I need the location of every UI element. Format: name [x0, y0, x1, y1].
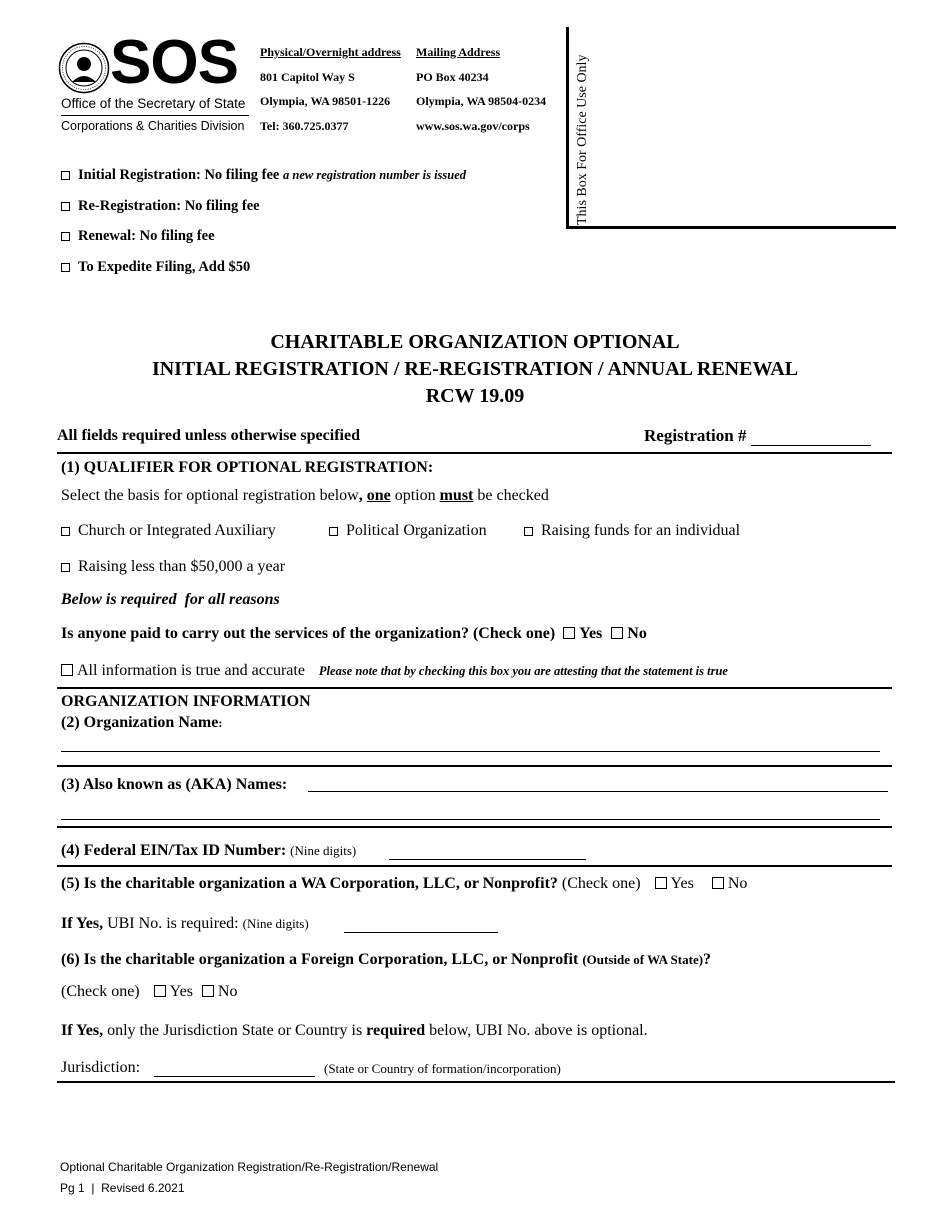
physical-address-heading: Physical/Overnight address: [260, 45, 401, 59]
footer-line1: Optional Charitable Organization Registration/Re-Registration/Renewal: [60, 1160, 439, 1174]
attest-checkbox[interactable]: [61, 664, 73, 676]
mailing-address-heading: Mailing Address: [416, 45, 501, 59]
jurisdiction-note: (State or Country of formation/incorporation): [324, 1061, 561, 1076]
paid-yes-checkbox[interactable]: [563, 627, 575, 639]
logo-letters: SOS: [110, 28, 238, 97]
org-info-heading: ORGANIZATION INFORMATION: [61, 693, 311, 710]
qualifier-church[interactable]: Church or Integrated Auxiliary: [61, 522, 276, 540]
mailing-box: PO Box 40234: [416, 70, 489, 84]
checkbox[interactable]: [329, 527, 338, 536]
state-seal-icon: [58, 42, 110, 94]
checkbox[interactable]: [61, 202, 70, 211]
checkbox[interactable]: [61, 563, 70, 572]
rule: [57, 826, 892, 828]
foreign-no-checkbox[interactable]: [202, 985, 214, 997]
attest-row[interactable]: All information is true and accurate Please note that by checking this box you are attesting that the statement is true: [61, 662, 728, 680]
section1-instructions: Select the basis for optional registration below, one option must be checked: [61, 487, 549, 504]
foreign-corp-question: (6) Is the charitable organization a Foreign Corporation, LLC, or Nonprofit (Outside of WA State)?: [61, 951, 712, 968]
section1-heading: (1) QUALIFIER FOR OPTIONAL REGISTRATION:: [61, 459, 434, 476]
form-title-line3: RCW 19.09: [425, 385, 525, 407]
physical-tel: Tel: 360.725.0377: [260, 119, 349, 133]
logo-line2: Corporations & Charities Division: [61, 119, 245, 133]
office-box-bottom-border: [566, 226, 896, 229]
wa-corp-no-checkbox[interactable]: [712, 877, 724, 889]
sos-logo: [58, 28, 258, 136]
foreign-note: If Yes, only the Jurisdiction State or Country is required below, UBI No. above is optional.: [61, 1022, 648, 1039]
rule: [57, 1081, 895, 1083]
paid-no-checkbox[interactable]: [611, 627, 623, 639]
checkbox[interactable]: [61, 527, 70, 536]
office-use-label: This Box For Office Use Only: [575, 54, 590, 225]
checkbox[interactable]: [61, 171, 70, 180]
checkbox[interactable]: [61, 232, 70, 241]
filing-option-initial[interactable]: Initial Registration: No filing fee a new registration number is issued: [61, 167, 466, 184]
rule: [57, 687, 892, 689]
office-box-left-border: [566, 27, 569, 228]
qualifier-individual[interactable]: Raising funds for an individual: [524, 522, 740, 540]
physical-city: Olympia, WA 98501-1226: [260, 94, 391, 108]
required-note: All fields required unless otherwise specified: [57, 427, 360, 444]
foreign-yes-checkbox[interactable]: [154, 985, 166, 997]
org-name-label: (2) Organization Name:: [61, 714, 223, 731]
jurisdiction-field[interactable]: [154, 1076, 315, 1077]
org-name-field[interactable]: [61, 751, 880, 752]
jurisdiction-row: Jurisdiction:: [61, 1059, 141, 1076]
ein-row: (4) Federal EIN/Tax ID Number: (Nine digits): [61, 842, 357, 859]
form-title-line1: CHARITABLE ORGANIZATION OPTIONAL: [270, 331, 680, 353]
aka-field-2[interactable]: [61, 819, 880, 820]
mailing-city: Olympia, WA 98504-0234: [416, 94, 547, 108]
ubi-field[interactable]: [344, 932, 498, 933]
below-required-note: Below is required for all reasons: [61, 591, 280, 608]
qualifier-under-50k[interactable]: Raising less than $50,000 a year: [61, 558, 285, 576]
form-title-line2: INITIAL REGISTRATION / RE-REGISTRATION / ANNUAL RENEWAL: [151, 358, 799, 380]
aka-label: (3) Also known as (AKA) Names:: [61, 776, 288, 793]
footer-line2: Pg 1 | Revised 6.2021: [60, 1181, 185, 1195]
checkbox[interactable]: [61, 263, 70, 272]
physical-street: 801 Capitol Way S: [260, 70, 355, 84]
ubi-row: If Yes, UBI No. is required: (Nine digits): [61, 915, 309, 932]
paid-question: Is anyone paid to carry out the services of the organization? (Check one) Yes No: [61, 625, 647, 642]
mailing-web: www.sos.wa.gov/corps: [416, 119, 530, 133]
filing-option-renewal[interactable]: Renewal: No filing fee: [61, 228, 215, 245]
registration-number-field[interactable]: [751, 429, 871, 446]
filing-option-reregistration[interactable]: Re-Registration: No filing fee: [61, 198, 260, 215]
wa-corp-yes-checkbox[interactable]: [655, 877, 667, 889]
rule: [57, 765, 892, 767]
ein-field[interactable]: [389, 859, 586, 860]
rule: [57, 865, 892, 867]
wa-corp-question: (5) Is the charitable organization a WA Corporation, LLC, or Nonprofit? (Check one) Yes No: [61, 875, 748, 892]
aka-field-1[interactable]: [308, 791, 888, 792]
logo-line1: Office of the Secretary of State: [61, 96, 246, 111]
filing-option-expedite[interactable]: To Expedite Filing, Add $50: [61, 259, 250, 276]
foreign-corp-check-row: (Check one) Yes No: [61, 983, 238, 1000]
rule: [57, 452, 892, 454]
checkbox[interactable]: [524, 527, 533, 536]
qualifier-political[interactable]: Political Organization: [329, 522, 487, 540]
registration-number[interactable]: Registration #: [644, 426, 871, 446]
logo-divider: [61, 115, 249, 116]
